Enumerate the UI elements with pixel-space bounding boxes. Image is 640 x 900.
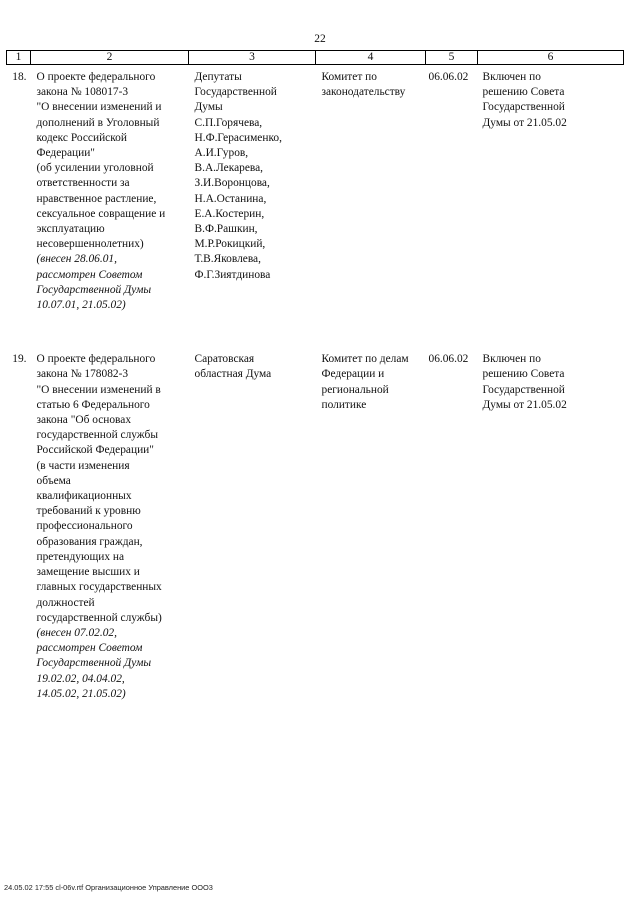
bill-title-line: требований к уровню <box>36 505 141 518</box>
bill-author-line: З.И.Воронцова, <box>194 177 270 190</box>
bill-title-line: замещение высших и <box>36 566 140 579</box>
bill-history-note-line: Государственной Думы <box>36 283 152 296</box>
row-number: 18. <box>12 71 27 83</box>
bill-history-note-line: 14.05.02, 21.05.02) <box>36 687 126 700</box>
bill-title-line: кодекс Российской <box>36 131 127 144</box>
bill-author-line: Депутаты <box>194 71 242 83</box>
bill-history-note-line: (внесен 28.06.01, <box>36 253 117 266</box>
bill-title-line: профессионального <box>36 520 133 533</box>
table-body <box>7 65 624 702</box>
bill-title-line: ответственности за <box>36 177 130 190</box>
inclusion-status-line: Государственной <box>482 101 565 114</box>
column-header-6: 6 <box>478 51 624 65</box>
bill-author-line: Н.Ф.Герасименко, <box>194 131 282 144</box>
bill-author-line: Государственной <box>194 86 277 99</box>
bill-title-line: претендующих на <box>36 550 125 563</box>
responsible-committee-line: Федерации и <box>321 368 385 381</box>
register-sheet <box>6 50 623 702</box>
bill-title-line: (об усилении уголовной <box>36 162 154 175</box>
bill-history-note-line: 10.07.01, 21.05.02) <box>36 299 126 312</box>
inclusion-status-line: Включен по <box>482 71 541 83</box>
column-header-2: 2 <box>31 51 189 65</box>
responsible-committee-line: Комитет по делам <box>321 353 409 366</box>
bill-title-line: объема <box>36 474 71 487</box>
bill-title-line: (в части изменения <box>36 459 130 472</box>
bill-author-line: Е.А.Костерин, <box>194 207 265 220</box>
bill-title-cell <box>31 65 189 314</box>
bill-author-line: областная Дума <box>194 368 272 381</box>
inclusion-status-line: решению Совета <box>482 86 565 99</box>
responsible-committee-line: Комитет по <box>321 71 377 83</box>
date-cell <box>426 313 478 702</box>
inclusion-status-line: Государственной <box>482 383 565 396</box>
bill-title-line: квалификационных <box>36 490 132 503</box>
bills-table <box>6 50 624 702</box>
inclusion-status-line: решению Совета <box>482 368 565 381</box>
bill-title-line: сексуальное совращение и <box>36 207 166 220</box>
bill-title-line: О проекте федерального <box>36 353 156 366</box>
bill-history-note-line: Государственной Думы <box>36 657 152 670</box>
bill-history-note-line: (внесен 07.02.02, <box>36 626 117 639</box>
bill-title-line: закона "Об основах <box>36 414 132 427</box>
bill-title-line: закона № 178082-3 <box>36 368 129 381</box>
bill-author-line: Ф.Г.Зиятдинова <box>194 268 271 281</box>
date-cell <box>426 65 478 314</box>
responsible-committee-cell <box>316 313 426 702</box>
bill-title-line: нравственное растление, <box>36 192 157 205</box>
column-header-5: 5 <box>426 51 478 65</box>
bill-history-note-line: рассмотрен Советом <box>36 642 143 655</box>
bill-title-line: закона № 108017-3 <box>36 86 129 99</box>
inclusion-status-line: Думы от 21.05.02 <box>482 398 567 411</box>
bill-author-line: С.П.Горячева, <box>194 116 263 129</box>
bill-title-line: "О внесении изменений в <box>36 383 161 396</box>
bill-author-line: Думы <box>194 101 223 114</box>
row-number-cell <box>7 65 31 314</box>
table-row <box>7 313 624 702</box>
inclusion-status-line: Думы от 21.05.02 <box>482 116 567 129</box>
bill-title-line: Российской Федерации" <box>36 444 154 457</box>
consideration-date: 06.06.02 <box>428 71 469 83</box>
bill-title-line: несовершеннолетних) <box>36 238 144 251</box>
row-number: 19. <box>12 353 27 366</box>
bill-title-line: О проекте федерального <box>36 71 156 83</box>
bill-title-line: государственной службы <box>36 429 158 442</box>
column-header-3: 3 <box>189 51 316 65</box>
inclusion-status-cell <box>478 313 624 702</box>
bill-title-line: государственной службы) <box>36 611 162 624</box>
page-number: 22 <box>314 33 326 45</box>
bill-author-cell <box>189 65 316 314</box>
column-number-header-row <box>7 51 624 65</box>
bill-title-line: образования граждан, <box>36 535 143 548</box>
responsible-committee-line: законодательству <box>321 86 406 99</box>
bill-history-note-line: рассмотрен Советом <box>36 268 143 281</box>
responsible-committee-cell <box>316 65 426 314</box>
bill-title-line: должностей <box>36 596 95 609</box>
bill-author-line: М.Р.Рокицкий, <box>194 238 266 251</box>
bill-author-line: Н.А.Останина, <box>194 192 267 205</box>
inclusion-status-cell <box>478 65 624 314</box>
bill-title-line: "О внесении изменений и <box>36 101 162 114</box>
bill-title-line: главных государственных <box>36 581 162 594</box>
inclusion-status-line: Включен по <box>482 353 541 366</box>
bill-title-line: статью 6 Федерального <box>36 398 150 411</box>
bill-author-cell <box>189 313 316 702</box>
row-number-cell <box>7 313 31 702</box>
bill-title-line: дополнений в Уголовный <box>36 116 160 129</box>
consideration-date: 06.06.02 <box>428 353 469 366</box>
bill-author-line: Саратовская <box>194 353 255 366</box>
bill-author-line: Т.В.Яковлева, <box>194 253 261 266</box>
column-header-1: 1 <box>7 51 31 65</box>
bill-history-note-line: 19.02.02, 04.04.02, <box>36 672 125 685</box>
bill-author-line: А.И.Гуров, <box>194 147 249 160</box>
bill-author-line: В.Ф.Рашкин, <box>194 223 258 236</box>
bill-author-line: В.А.Лекарева, <box>194 162 264 175</box>
table-row <box>7 65 624 314</box>
bill-title-line: эксплуатацию <box>36 223 105 236</box>
bill-title-line: Федерации" <box>36 147 95 160</box>
responsible-committee-line: политике <box>321 398 367 411</box>
bill-title-cell <box>31 313 189 702</box>
column-header-4: 4 <box>316 51 426 65</box>
responsible-committee-line: региональной <box>321 383 389 396</box>
print-footer: 24.05.02 17:55 cl-06v.rtf Организационное Управление ООО3 <box>4 883 213 892</box>
